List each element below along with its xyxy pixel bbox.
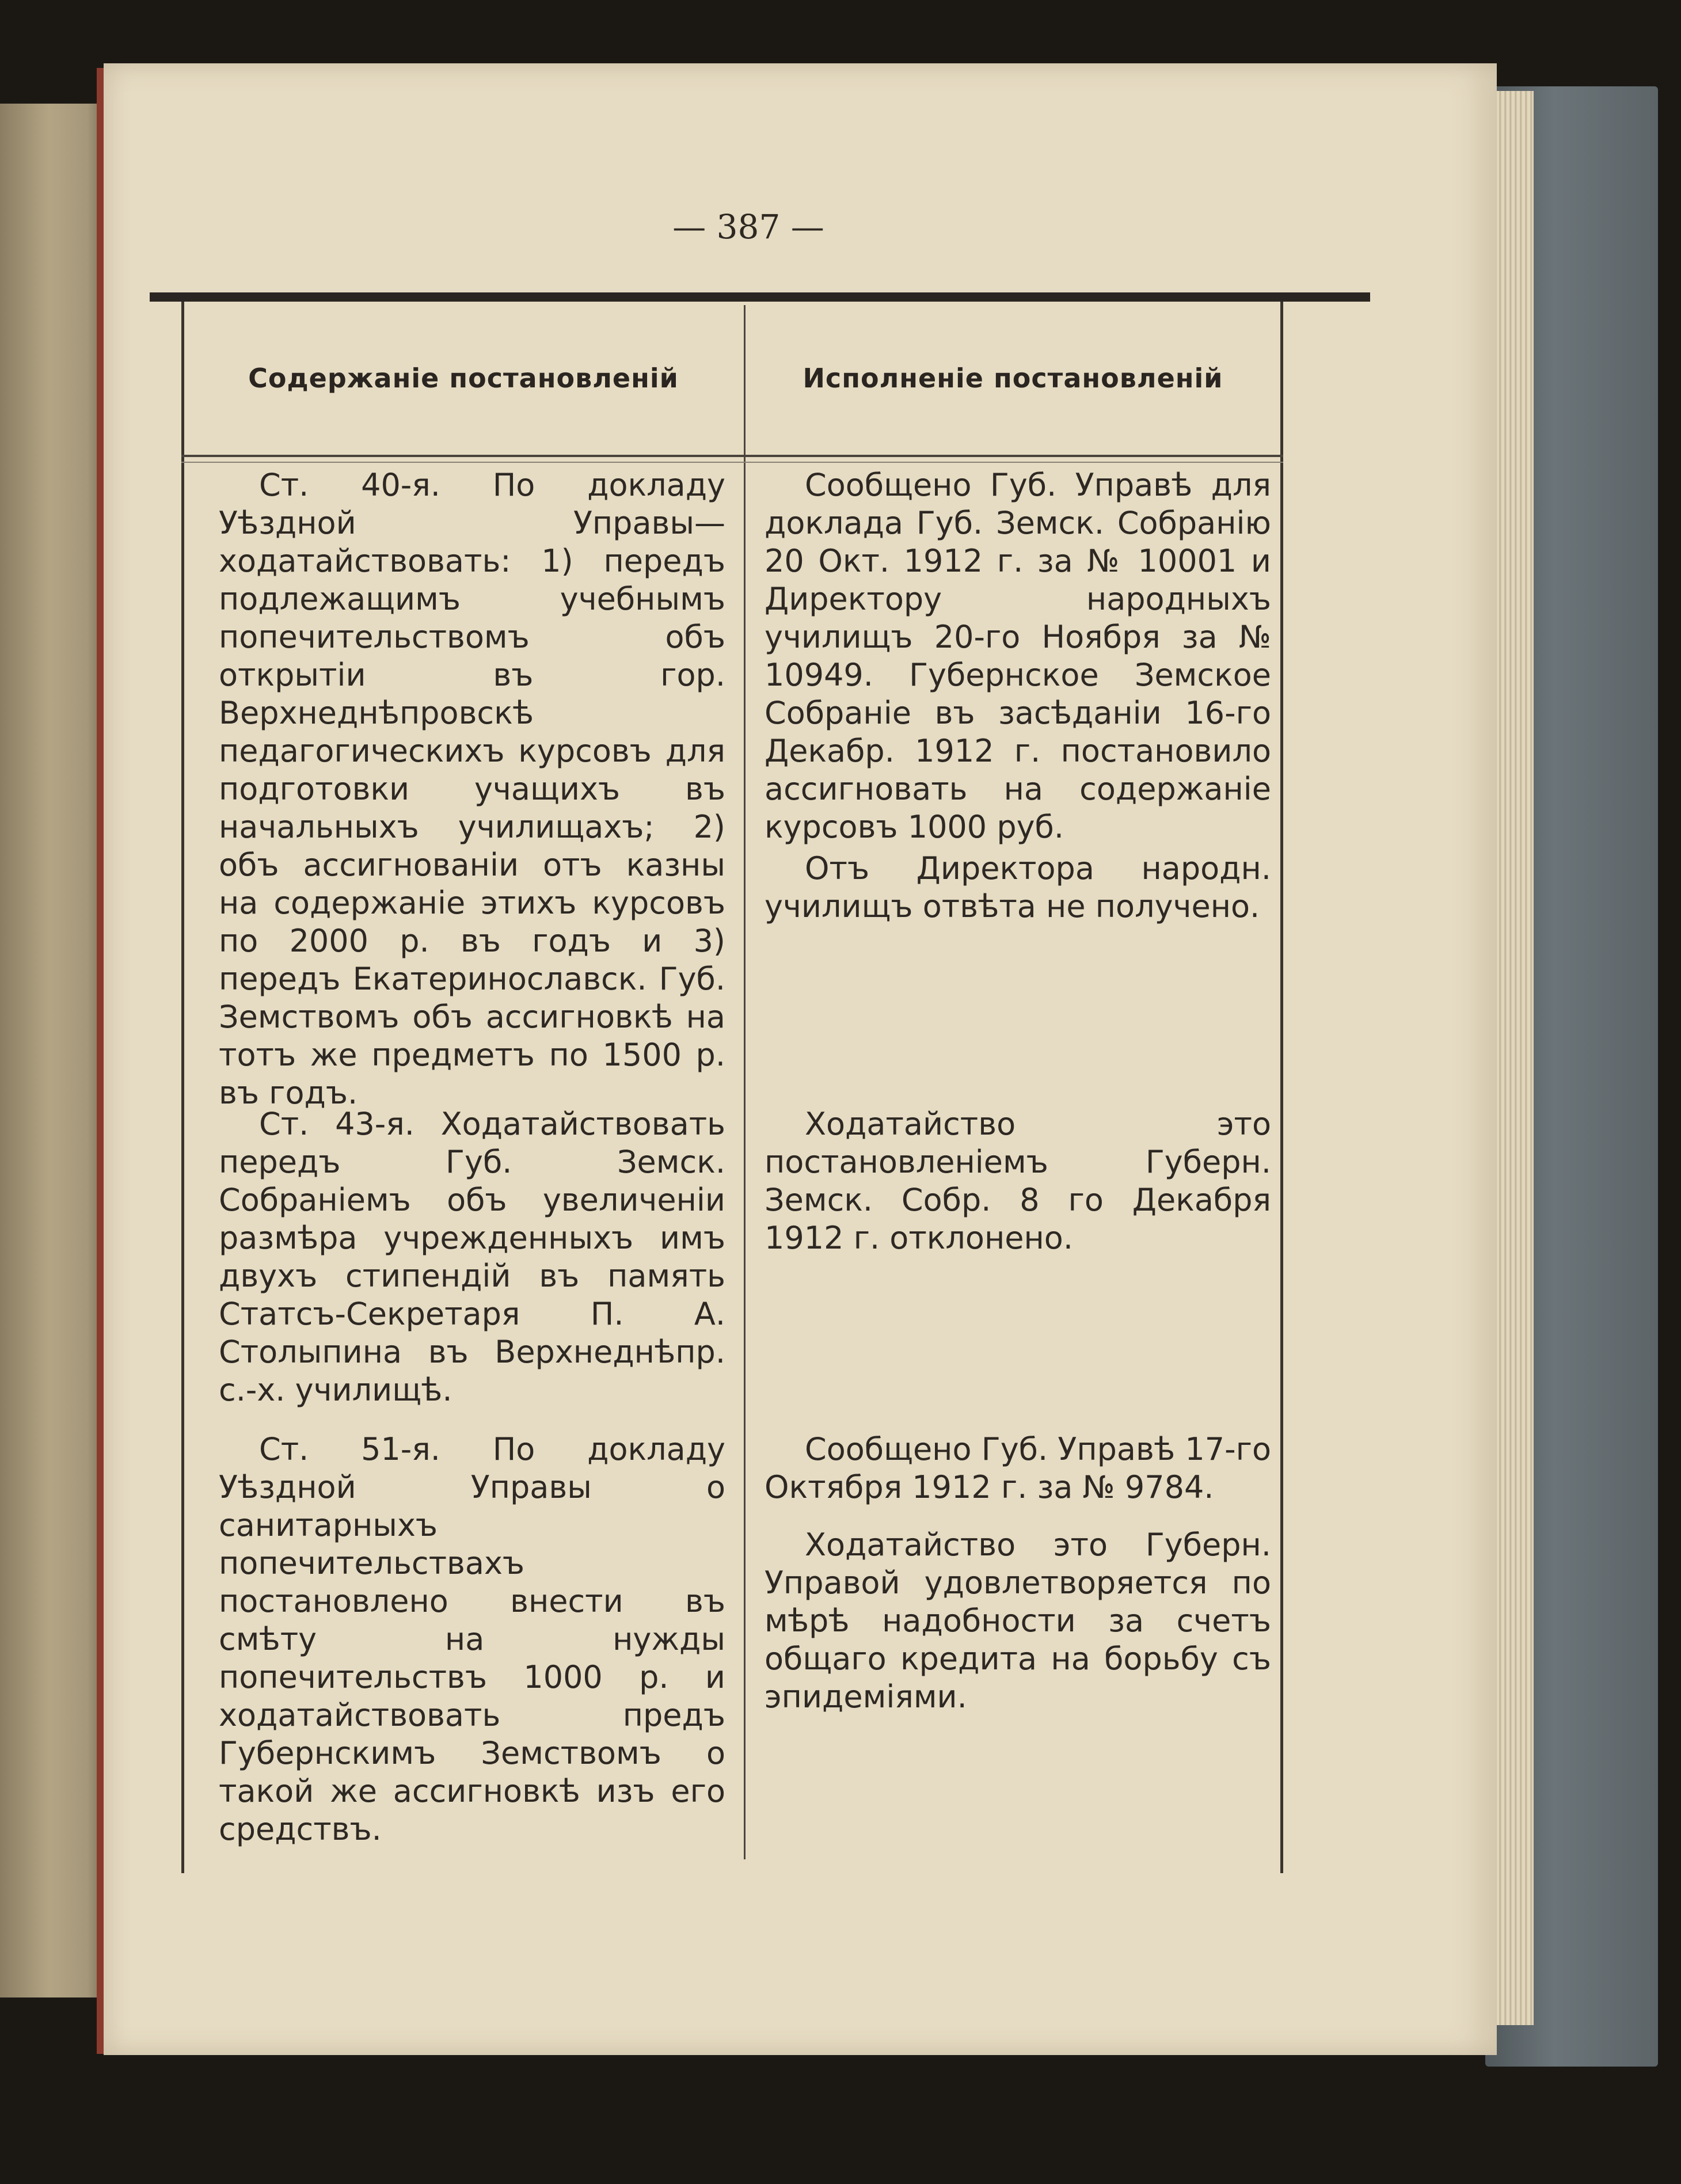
execution-paragraph: Отъ Директора народн. училищъ отвѣта не получено. bbox=[765, 850, 1271, 924]
execution-paragraph: Сообщено Губ. Управѣ 17-го Октября 1912 г. за № 9784. bbox=[765, 1431, 1271, 1505]
execution-paragraph: Сообщено Губ. Управѣ для доклада Губ. Земск. Собранію 20 Окт. 1912 г. за № 10001 и Директору народныхъ училищъ 20-го Ноября за № 10949. Губернское Земское Собраніе въ засѣданіи 16-го Декабр. 1912 г. постановило ассигновать на содержаніе курсовъ 1000 руб. bbox=[765, 467, 1271, 845]
table-border-left bbox=[181, 302, 184, 1873]
header-rule-thin bbox=[181, 462, 1283, 463]
page-stack-edges bbox=[1491, 91, 1534, 2025]
resolution-text: Ст. 51-я. По докладу Уѣздной Управы о санитарныхъ попечительствахъ постановлено внести въ смѣту на нужды попечительствъ 1000 р. и ходатайствовать предъ Губернскимъ Земствомъ о такой же ассигновкѣ изъ его средствъ. bbox=[219, 1431, 725, 1847]
resolution-content-40 bbox=[219, 466, 725, 1112]
resolution-content-51 bbox=[219, 1430, 725, 1848]
top-rule bbox=[150, 292, 1370, 302]
column-header-content: Содержаніе постановленій bbox=[248, 363, 679, 394]
previous-page-edge bbox=[0, 104, 109, 1997]
column-header-execution: Исполненіе постановленій bbox=[803, 363, 1223, 394]
resolution-execution-43 bbox=[765, 1105, 1271, 1257]
resolution-text: Ст. 43-я. Ходатайствовать передъ Губ. Земск. Собраніемъ объ увеличеніи размѣра учрежденныхъ имъ двухъ стипендій въ память Статсъ-Секретаря П. А. Столыпина въ Верхнеднѣпр. с.-х. училищѣ. bbox=[219, 1106, 725, 1408]
table-column-divider bbox=[744, 305, 746, 1859]
resolution-execution-40 bbox=[765, 466, 1271, 926]
resolution-execution-51 bbox=[765, 1430, 1271, 1716]
resolution-content-43 bbox=[219, 1105, 725, 1409]
resolution-text: Ст. 40-я. По докладу Уѣздной Управы—ходатайствовать: 1) передъ подлежащимъ учебнымъ попечительствомъ объ открытіи въ гор. Верхнеднѣпровскѣ педагогическихъ курсовъ для подготовки учащихъ въ начальныхъ училищахъ; 2) объ ассигнованіи отъ казны на содержаніе этихъ курсовъ по 2000 р. въ годъ и 3) передъ Екатеринославск. Губ. Земствомъ объ ассигновкѣ на тотъ же предметъ по 1500 р. въ годъ. bbox=[219, 467, 725, 1111]
book-page bbox=[104, 63, 1497, 2055]
header-rule bbox=[181, 455, 1283, 457]
execution-paragraph: Ходатайство это постановленіемъ Губерн. Земск. Собр. 8 го Декабря 1912 г. отклонено. bbox=[765, 1106, 1271, 1256]
execution-paragraph: Ходатайство это Губерн. Управой удовлетворяется по мѣрѣ надобности за счетъ общаго кредита на борьбу съ эпидеміями. bbox=[765, 1527, 1271, 1715]
table-border-right bbox=[1280, 302, 1283, 1873]
page-number: — 387 — bbox=[672, 207, 824, 246]
